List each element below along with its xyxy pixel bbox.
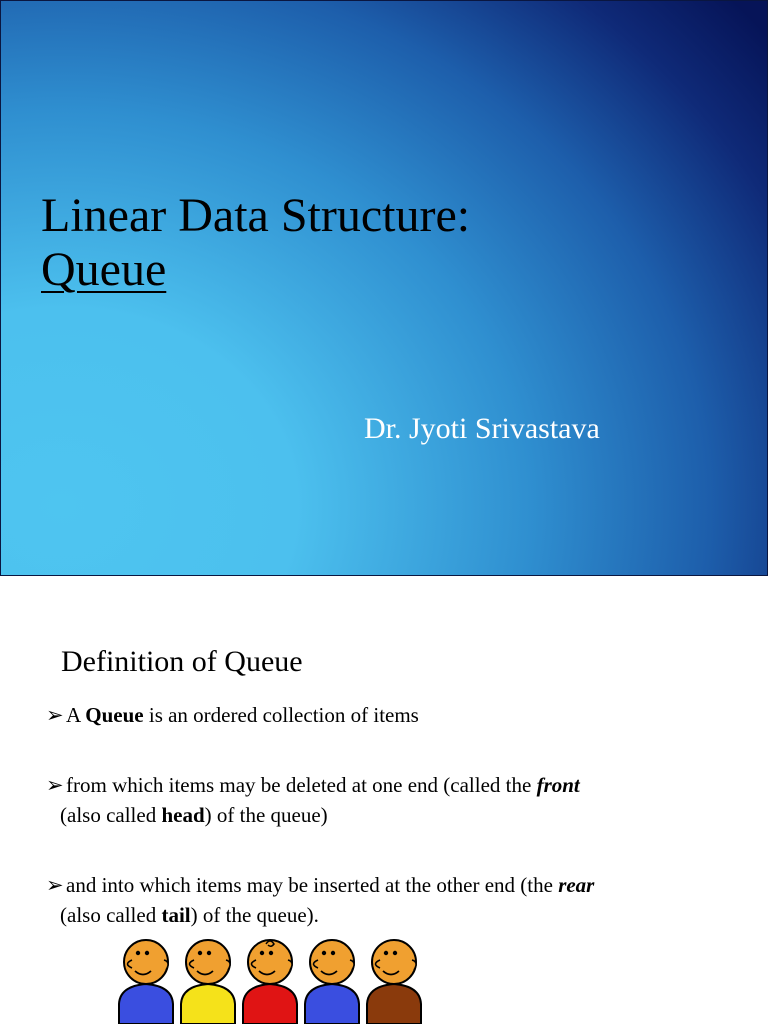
slide-title xyxy=(41,189,470,297)
bullet-arrow-icon: ➢ xyxy=(46,773,64,797)
bullet-text: (also called xyxy=(60,803,162,827)
bullet-text: ) of the queue) xyxy=(204,803,328,827)
bullet-text: ) of the queue). xyxy=(190,903,319,927)
queue-person xyxy=(305,940,359,1024)
queue-person xyxy=(367,940,421,1024)
bullet-text: and into which items may be inserted at the other end (the xyxy=(66,873,559,897)
bullet-text: is an ordered collection of items xyxy=(143,703,419,727)
bullet-bold: Queue xyxy=(85,703,144,727)
author-name: Dr. Jyoti Srivastava xyxy=(364,412,600,445)
queue-people-illustration xyxy=(116,938,426,1024)
definition-heading: Definition of Queue xyxy=(61,645,303,678)
bullet-arrow-icon: ➢ xyxy=(46,703,64,727)
bullet-3 xyxy=(46,870,726,930)
title-line-1: Linear Data Structure: xyxy=(41,189,471,242)
bullet-bold: head xyxy=(161,803,205,827)
bullet-text: (also called xyxy=(60,903,162,927)
bullet-bold: tail xyxy=(161,903,191,927)
queue-person xyxy=(243,940,297,1024)
bullet-2 xyxy=(46,770,726,830)
title-line-2: Queue xyxy=(41,243,167,296)
bullet-emphasis: rear xyxy=(558,873,595,897)
queue-person xyxy=(181,940,235,1024)
bullet-text: from which items may be deleted at one end (called the xyxy=(66,773,537,797)
bullet-arrow-icon: ➢ xyxy=(46,873,64,897)
bullet-emphasis: front xyxy=(536,773,580,797)
bullet-text: A xyxy=(66,703,86,727)
queue-person xyxy=(119,940,173,1024)
bullet-1 xyxy=(46,700,419,730)
definition-slide xyxy=(0,576,768,1024)
